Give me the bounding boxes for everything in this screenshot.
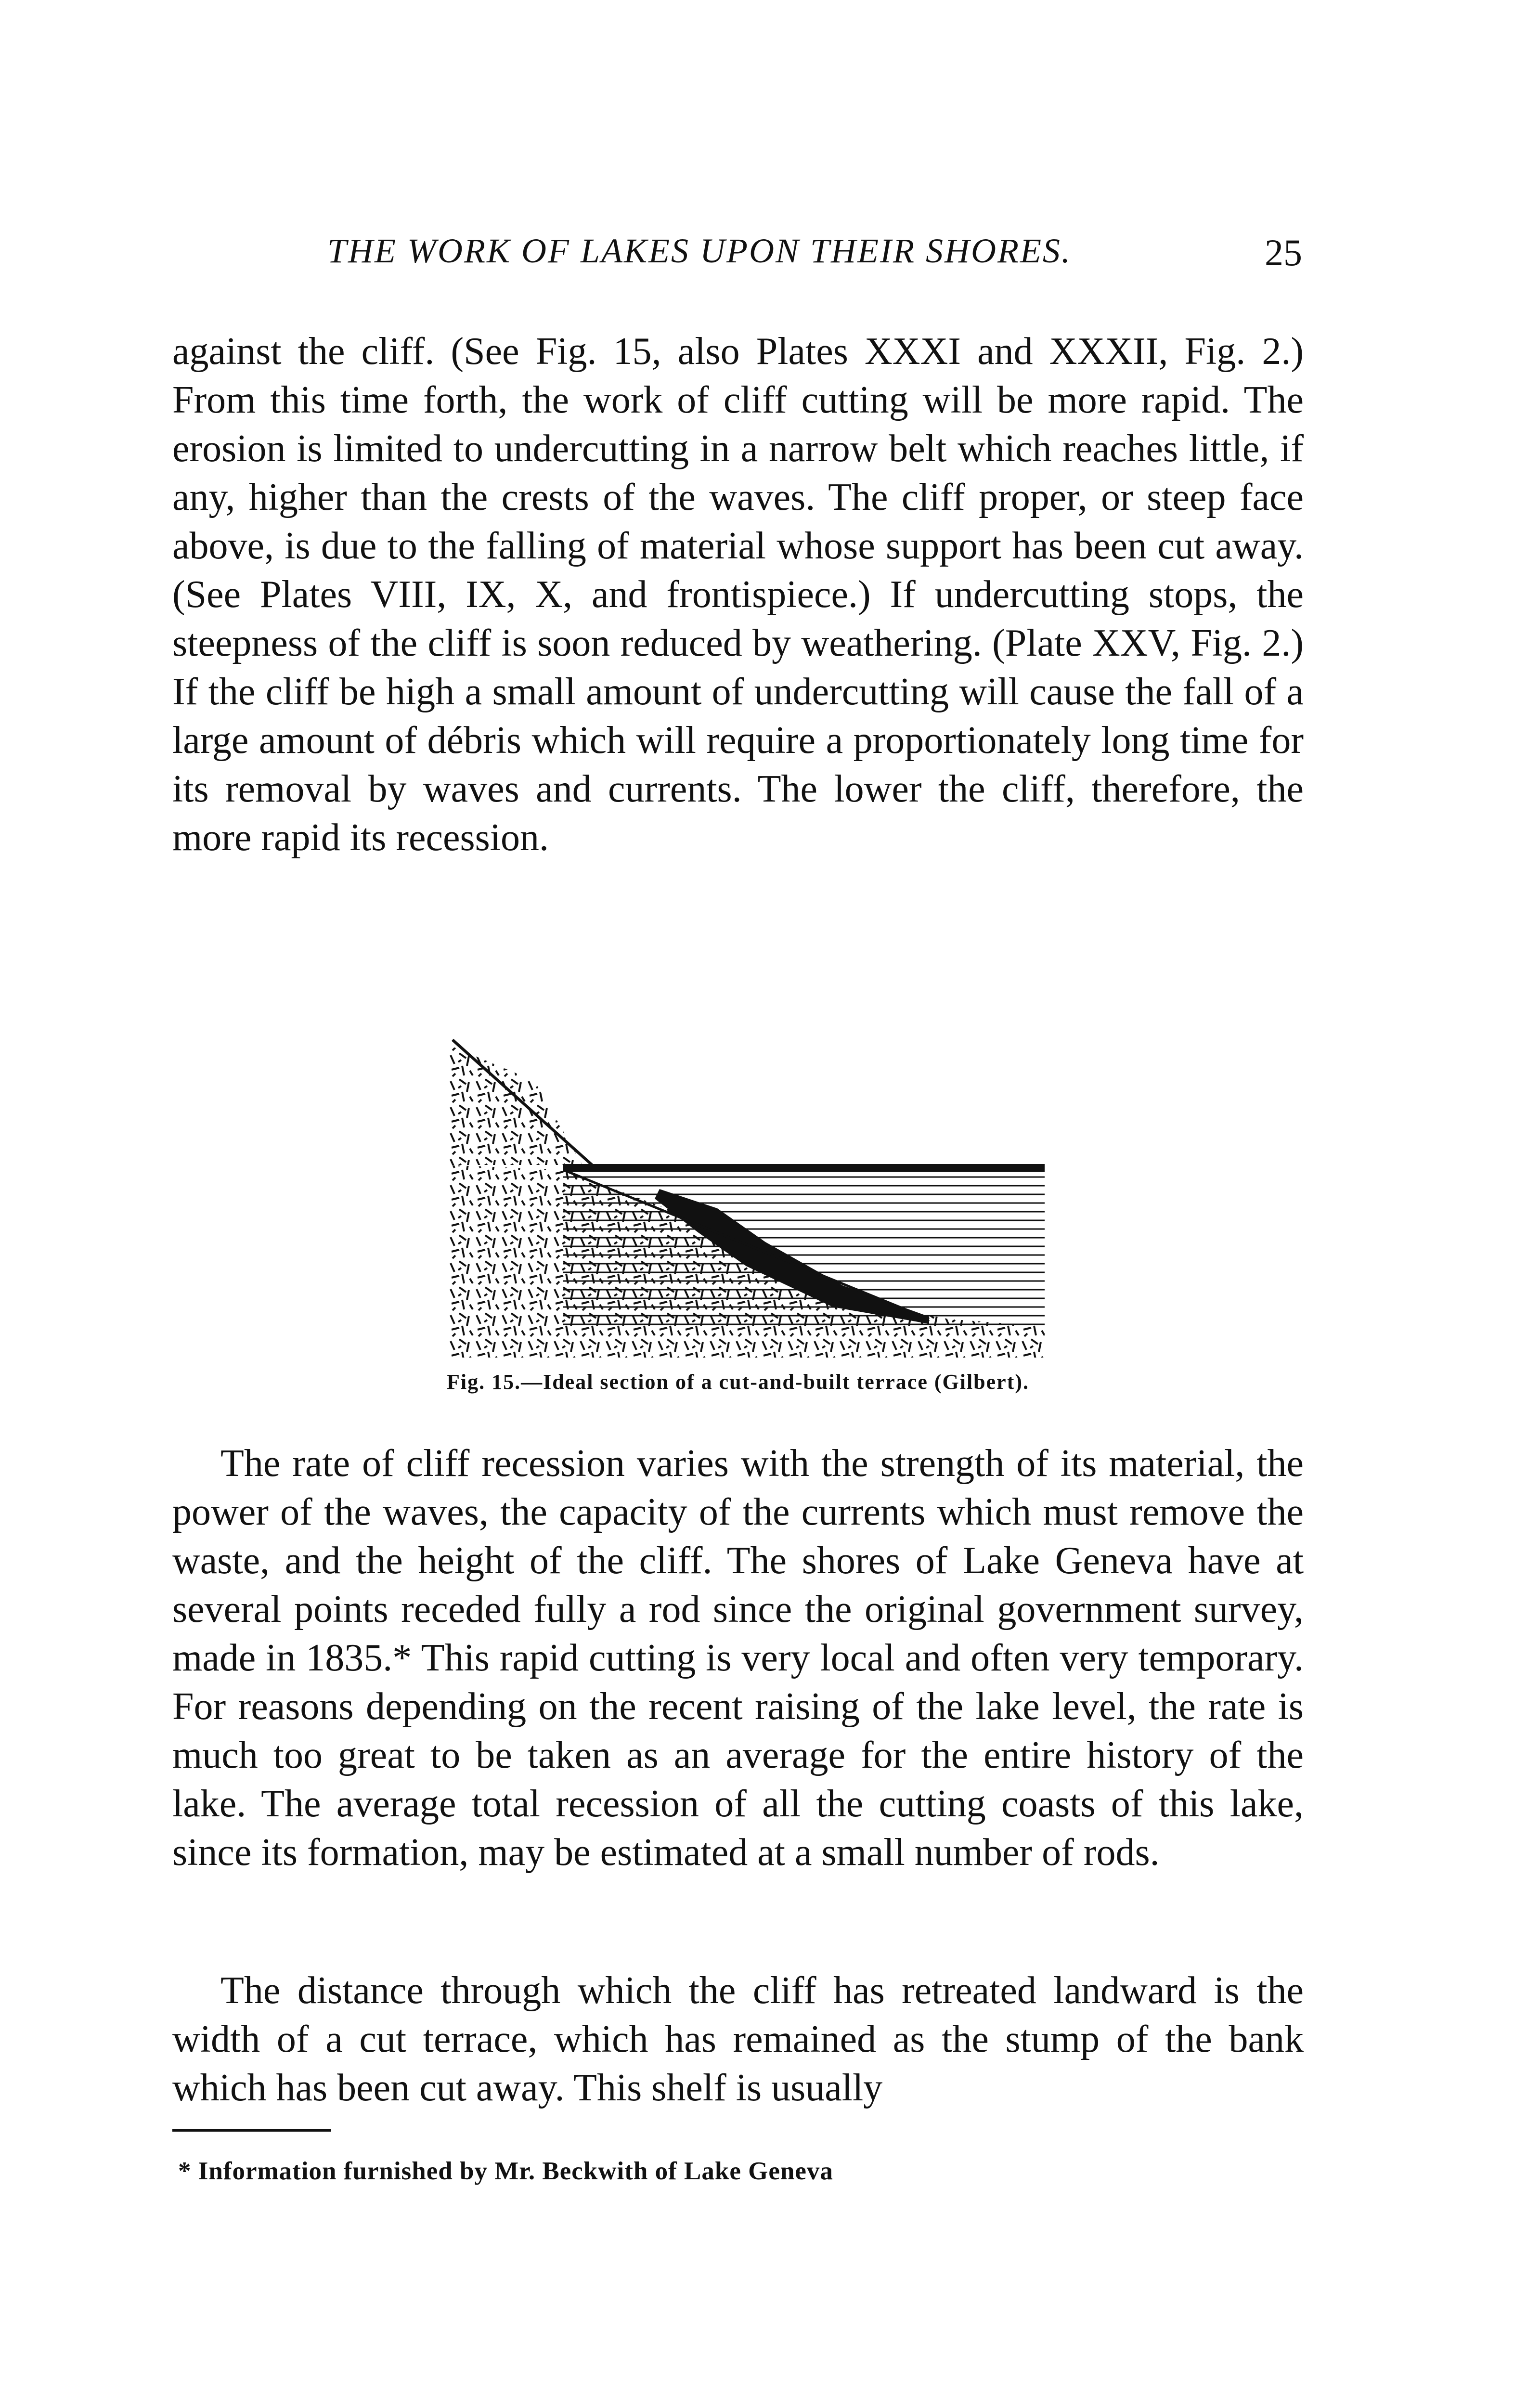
original-cliff: [448, 1045, 582, 1165]
terrace-section-diagram: [448, 1025, 1054, 1358]
paragraph-recession-rate: The rate of cliff recession varies with the strength of its material, the power of the waves, the capacity of the currents which must remove the waste, and the height of the cliff. The shores of Lake Geneva have at several points receded fully a rod since the original government survey, made in 1835.* This rapid cutting is very local and often very temporary. For reasons depending on the recent raising of the lake level, the rate is much too great to be taken as an average for the entire history of the lake. The average total recession of all the cutting coasts of this lake, since its formation, may be estimated at a small number of rods.: [172, 1442, 1304, 1874]
page-header: [173, 231, 1302, 284]
figure-terrace-section: [448, 1025, 1054, 1358]
footnote: * Information furnished by Mr. Beckwith of Lake Geneva: [178, 2157, 833, 2185]
water-surface: [563, 1164, 1045, 1172]
figure-caption: Fig. 15.—Ideal section of a cut-and-built terrace (Gilbert).: [446, 1370, 1030, 1394]
paragraph-cut-terrace: The distance through which the cliff has retreated landward is the width of a cut terrace, which has remained as the stump of the bank which has been cut away. This shelf is usually: [172, 1969, 1304, 2109]
paragraph-cliff-cutting: against the cliff. (See Fig. 15, also Plates XXXI and XXXII, Fig. 2.) From this time forth, the work of cliff cutting will be more rapid. The erosion is limited to undercutting in a narrow belt which reaches little, if any, higher than the crests of the waves. The cliff proper, or steep face above, is due to the falling of material whose support has been cut away. (See Plates VIII, IX, X, and frontispiece.) If undercutting stops, the steepness of the cliff is soon reduced by weathering. (Plate XXV, Fig. 2.) If the cliff be high a small amount of undercutting will cause the fall of a large amount of débris which will require a proportionately long time for its removal by waves and currents. The lower the cliff, therefore, the more rapid its recession.: [172, 330, 1304, 859]
footnote-divider: [172, 2129, 331, 2132]
page-number: 25: [1265, 232, 1302, 273]
running-head: THE WORK OF LAKES UPON THEIR SHORES.: [327, 232, 1072, 270]
